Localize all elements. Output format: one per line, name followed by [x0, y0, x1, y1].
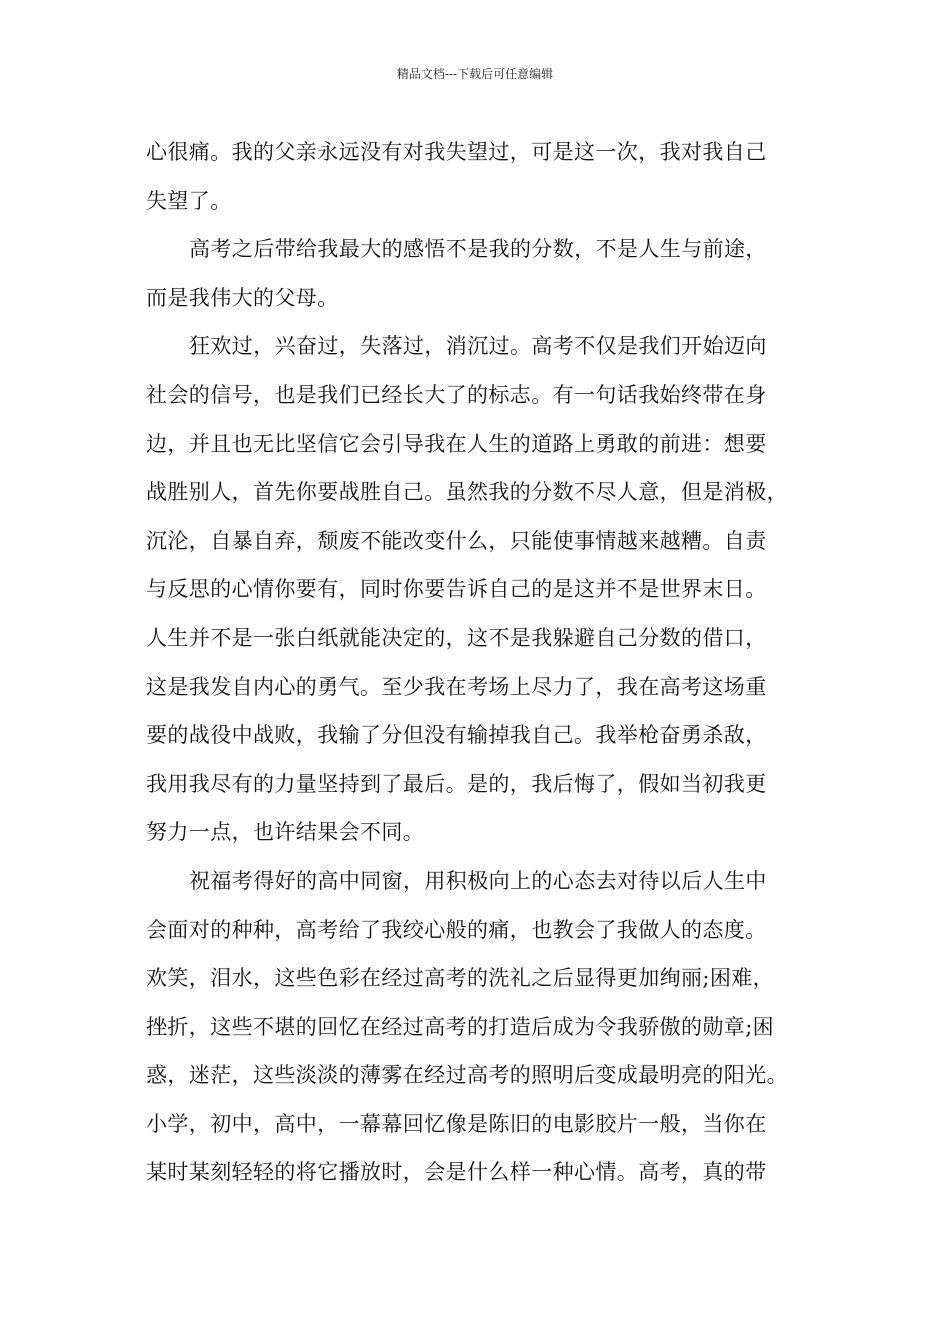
text-line: 挫折，这些不堪的回忆在经过高考的打造后成为令我骄傲的勋章;困	[146, 1014, 775, 1039]
text-line: 会面对的种种，高考给了我绞心般的痛，也教会了我做人的态度。	[146, 917, 767, 942]
document-body	[146, 128, 826, 1197]
text-line: 与反思的心情你要有，同时你要告诉自己的是这并不是世界末日。	[146, 577, 767, 602]
text-line: 沉沦，自暴自弃，颓废不能改变什么，只能使事情越来越糟。自责	[146, 528, 767, 553]
text-line: 而是我伟大的父母。	[146, 285, 339, 310]
text-line: 要的战役中战败，我输了分但没有输掉我自己。我举枪奋勇杀敌，	[146, 723, 767, 748]
text-line: 社会的信号，也是我们已经长大了的标志。有一句话我始终带在身	[146, 382, 767, 407]
paragraph-start-line: 狂欢过，兴奋过，失落过，消沉过。高考不仅是我们开始迈向	[189, 334, 767, 359]
text-line: 战胜别人，首先你要战胜自己。虽然我的分数不尽人意，但是消极，	[146, 480, 788, 505]
text-line: 这是我发自内心的勇气。至少我在考场上尽力了，我在高考这场重	[146, 674, 767, 699]
text-line: 某时某刻轻轻的将它播放时，会是什么样一种心情。高考，真的带	[146, 1160, 767, 1185]
paragraph-start-line: 祝福考得好的高中同窗，用积极向上的心态去对待以后人生中	[189, 868, 767, 893]
paragraph-start-line: 高考之后带给我最大的感悟不是我的分数，不是人生与前途，	[189, 237, 767, 262]
text-line: 欢笑，泪水，这些色彩在经过高考的洗礼之后显得更加绚丽;困难，	[146, 966, 775, 991]
text-line: 边，并且也无比坚信它会引导我在人生的道路上勇敢的前进：想要	[146, 431, 767, 456]
text-line: 我用我尽有的力量坚持到了最后。是的，我后悔了，假如当初我更	[146, 771, 767, 796]
text-line: 心很痛。我的父亲永远没有对我失望过，可是这一次，我对我自己	[146, 140, 767, 164]
text-line: 惑，迷茫，这些淡淡的薄雾在经过高考的照明后变成最明亮的阳光。	[146, 1063, 788, 1088]
text-line: 失望了。	[146, 188, 232, 213]
text-line: 人生并不是一张白纸就能决定的，这不是我躲避自己分数的借口，	[146, 625, 767, 650]
page-header: 精品文档---下载后可任意编辑	[396, 67, 554, 81]
text-line: 努力一点，也许结果会不同。	[146, 820, 425, 845]
text-line: 小学，初中，高中，一幕幕回忆像是陈旧的电影胶片一般，当你在	[146, 1111, 767, 1136]
